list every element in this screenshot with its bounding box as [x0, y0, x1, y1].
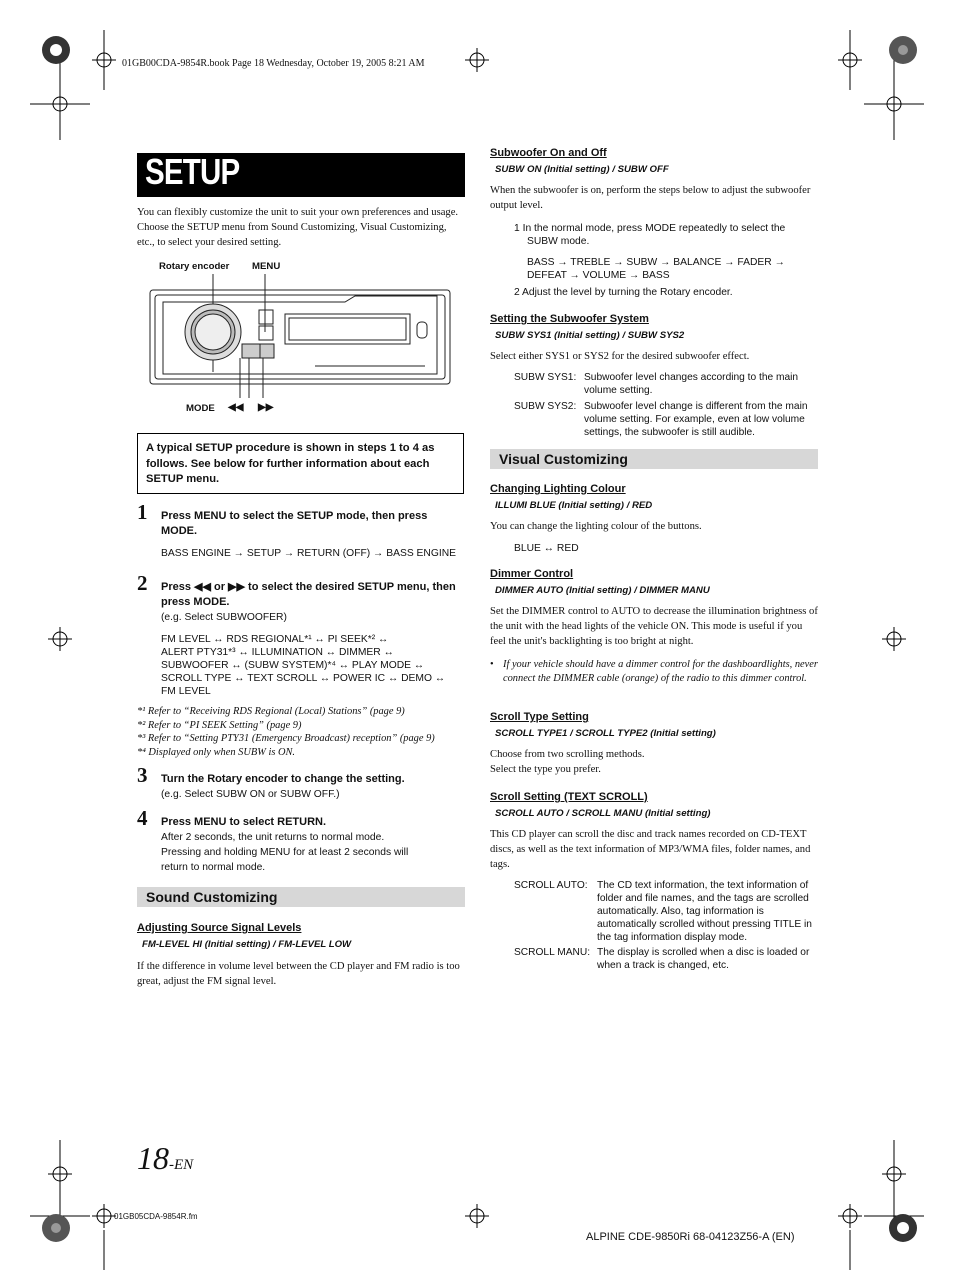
procedure-note: A typical SETUP procedure is shown in steps 1 to 4 as follows. See below for further information about each SETUP menu.: [137, 433, 464, 494]
page-title: SETUP: [137, 153, 465, 197]
footer-file: 01GB05CDA-9854R.fm: [114, 1212, 198, 1221]
step-2-number: 2: [137, 571, 148, 595]
text-scroll-options: SCROLL AUTO / SCROLL MANU (Initial setting): [495, 808, 711, 819]
subw-system-text: Select either SYS1 or SYS2 for the desired subwoofer effect.: [490, 351, 750, 362]
lighting-sequence: BLUE ↔ RED: [514, 543, 579, 554]
intro-text: You can flexibly customize the unit to suit your own preferences and usage. Choose the SETUP menu from Sound Customizing, Visual Customizing, etc., to select your desired setting.: [137, 207, 459, 248]
lighting-title: Changing Lighting Colour: [490, 483, 626, 495]
step-4-title: Press MENU to select RETURN.: [161, 816, 327, 828]
lighting-options: ILLUMI BLUE (Initial setting) / RED: [495, 500, 653, 511]
step-2-sequence: FM LEVEL ↔ RDS REGIONAL*¹ ↔ PI SEEK*² ↔ ALERT PTY31*³ ↔ ILLUMINATION ↔ DIMMER ↔ SUBWOOFER ↔ (SUBW SYSTEM)*⁴ ↔ PLAY MODE ↔ SCROLL TYPE ↔ TEXT SCROLL ↔ POWER IC ↔ DEMO ↔ FM LEVEL: [161, 634, 446, 697]
label-prev: ◀◀: [228, 402, 244, 413]
text-scroll-text: This CD player can scroll the disc and track names recorded on CD-TEXT discs, as well as the text information of MP3/WMA files, folder names, and tags.: [490, 829, 811, 870]
text-scroll-title: Scroll Setting (TEXT SCROLL): [490, 791, 648, 803]
subw-system-title: Setting the Subwoofer System: [490, 313, 649, 325]
step-1-detail: BASS ENGINE → SETUP → RETURN (OFF) → BASS ENGINE: [161, 548, 457, 559]
subwoofer-options: SUBW ON (Initial setting) / SUBW OFF: [495, 164, 669, 175]
label-rotary-encoder: Rotary encoder: [159, 261, 230, 272]
subwoofer-step-2: 2 Adjust the level by turning the Rotary encoder.: [514, 287, 733, 298]
step-1-number: 1: [137, 500, 148, 524]
step-2-title: Press ◀◀ or ▶▶ to select the desired SETUP menu, then press MODE.: [161, 581, 456, 608]
file-header: 01GB00CDA-9854R.book Page 18 Wednesday, October 19, 2005 8:21 AM: [122, 58, 425, 69]
visual-customizing-heading: Visual Customizing: [490, 449, 818, 469]
label-mode: MODE: [186, 403, 215, 414]
scroll-type-options: SCROLL TYPE1 / SCROLL TYPE2 (Initial setting): [495, 728, 716, 739]
scroll-type-title: Scroll Type Setting: [490, 711, 589, 723]
dimmer-note-bullet: •: [490, 659, 494, 670]
subw-system-definitions: SUBW SYS1: Subwoofer level changes according to the main volume setting. SUBW SYS2: Subwoofer level change is different from the main volume setting. For example, even at low volume settings, the subwoofer is still audible.: [514, 372, 808, 438]
footnotes: *¹ Refer to “Receiving RDS Regional (Local) Stations” (page 9) *² Refer to “PI SEEK Setting” (page 9) *³ Refer to “Setting PTY31 (Emergency Broadcast) reception” (page 9) *⁴ Displayed only when SUBW is ON.: [137, 706, 435, 758]
page-number: 18-EN: [137, 1140, 194, 1176]
fm-level-text: If the difference in volume level between the CD player and FM radio is too great, adjust the FM signal level.: [137, 961, 460, 987]
dimmer-options: DIMMER AUTO (Initial setting) / DIMMER MANU: [495, 585, 710, 596]
dimmer-note: If your vehicle should have a dimmer control for the dashboardlights, never connect the DIMMER cable (orange) of the radio to this dimmer control.: [503, 659, 818, 684]
footer-model: ALPINE CDE-9850Ri 68-04123Z56-A (EN): [586, 1231, 795, 1243]
step-3-title: Turn the Rotary encoder to change the setting.: [161, 773, 405, 785]
step-1-title: Press MENU to select the SETUP mode, then press MODE.: [161, 510, 428, 537]
scroll-type-text: Choose from two scrolling methods. Select the type you prefer.: [490, 749, 645, 775]
label-next: ▶▶: [258, 402, 274, 413]
lighting-text: You can change the lighting colour of the buttons.: [490, 521, 702, 532]
step-3-number: 3: [137, 763, 148, 787]
subw-system-options: SUBW SYS1 (Initial setting) / SUBW SYS2: [495, 330, 685, 341]
subwoofer-title: Subwoofer On and Off: [490, 147, 607, 159]
subwoofer-sequence: BASS → TREBLE → SUBW → BALANCE → FADER → DEFEAT → VOLUME → BASS: [527, 257, 785, 281]
step-4-detail: After 2 seconds, the unit returns to normal mode. Pressing and holding MENU for at least 2 seconds will return to normal mode.: [161, 832, 409, 873]
sound-customizing-heading: Sound Customizing: [137, 887, 465, 907]
text-scroll-definitions: SCROLL AUTO: The CD text information, the text information of folder and file names, and the tags are scrolled automatically. Also, tag information is automatically scrolled without pressing TITLE in the tag information display mode. SCROLL MANU: The display is scrolled when a disc is loaded or when a track is changed, etc.: [514, 880, 812, 971]
dimmer-title: Dimmer Control: [490, 568, 574, 580]
step-3-detail: (e.g. Select SUBW ON or SUBW OFF.): [161, 789, 340, 800]
label-menu: MENU: [252, 261, 281, 272]
fm-level-options: FM-LEVEL HI (Initial setting) / FM-LEVEL LOW: [142, 939, 352, 950]
step-4-number: 4: [137, 806, 148, 830]
head-unit-illustration: [145, 274, 457, 414]
dimmer-text: Set the DIMMER control to AUTO to decrease the illumination brightness of the unit with the head lights of the vehicle ON. This mode is useful if you feel the unit's backlighting is too bright at night.: [490, 606, 818, 647]
subwoofer-step-1: 1 In the normal mode, press MODE repeatedly to select the SUBW mode.: [514, 223, 786, 247]
fm-level-title: Adjusting Source Signal Levels: [137, 922, 302, 934]
step-2-detail: (e.g. Select SUBWOOFER): [161, 612, 287, 623]
subwoofer-text: When the subwoofer is on, perform the steps below to adjust the subwoofer output level.: [490, 185, 811, 211]
